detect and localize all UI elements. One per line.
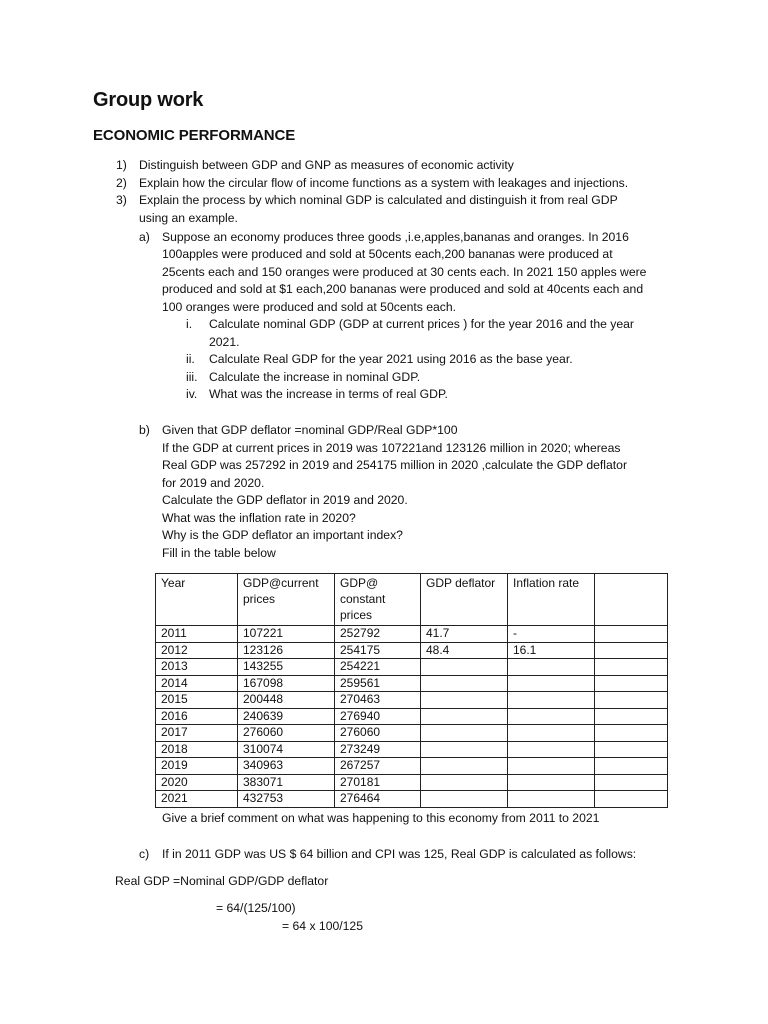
cell-gdp-current: 123126 <box>238 642 335 659</box>
cell-gdp-constant: 267257 <box>335 758 421 775</box>
table-row <box>156 642 668 659</box>
table-row <box>156 725 668 742</box>
table-row <box>156 692 668 709</box>
cell-empty <box>595 659 668 676</box>
cell-empty <box>595 708 668 725</box>
cell-gdp-current: 383071 <box>238 774 335 791</box>
cell-gdp-deflator <box>421 659 508 676</box>
cell-empty <box>595 675 668 692</box>
cell-inflation-rate: - <box>508 626 595 643</box>
part-a-sub-ii-text: Calculate Real GDP for the year 2021 using 2016 as the base year. <box>209 352 573 366</box>
part-b-line-8: Fill in the table below <box>162 546 276 560</box>
part-b-line-2: If the GDP at current prices in 2019 was 107221and 123126 million in 2020; whereas <box>162 441 621 455</box>
part-c-step-2: = 64 x 100/125 <box>282 919 363 933</box>
cell-inflation-rate <box>508 708 595 725</box>
cell-gdp-constant: 254175 <box>335 642 421 659</box>
cell-year: 2020 <box>156 774 238 791</box>
cell-gdp-constant: 273249 <box>335 741 421 758</box>
cell-gdp-constant: 276940 <box>335 708 421 725</box>
cell-year: 2017 <box>156 725 238 742</box>
cell-gdp-constant: 276060 <box>335 725 421 742</box>
table-row <box>156 791 668 808</box>
part-a-sub-i-number: i. <box>186 317 193 331</box>
cell-gdp-current: 432753 <box>238 791 335 808</box>
cell-gdp-current: 200448 <box>238 692 335 709</box>
cell-gdp-deflator <box>421 692 508 709</box>
cell-gdp-constant: 276464 <box>335 791 421 808</box>
part-a-line-4: produced and sold at $1 each,200 bananas were produced and sold at 40cents each and <box>162 282 644 296</box>
table-row <box>156 626 668 643</box>
question-1-text: Distinguish between GDP and GNP as measures of economic activity <box>139 158 514 172</box>
cell-inflation-rate <box>508 675 595 692</box>
cell-empty <box>595 758 668 775</box>
cell-gdp-deflator <box>421 708 508 725</box>
cell-empty <box>595 642 668 659</box>
cell-year: 2021 <box>156 791 238 808</box>
page-title: Group work <box>93 89 204 111</box>
cell-gdp-current: 107221 <box>238 626 335 643</box>
table-row <box>156 774 668 791</box>
cell-gdp-deflator <box>421 741 508 758</box>
cell-year: 2012 <box>156 642 238 659</box>
part-b-line-5: Calculate the GDP deflator in 2019 and 2020. <box>162 493 408 507</box>
table-row <box>156 758 668 775</box>
cell-inflation-rate <box>508 741 595 758</box>
cell-year: 2013 <box>156 659 238 676</box>
question-2-text: Explain how the circular flow of income functions as a system with leakages and injections. <box>139 176 629 190</box>
part-a-sub-ii-number: ii. <box>186 352 195 366</box>
table-header-row <box>156 574 668 626</box>
cell-gdp-constant: 259561 <box>335 675 421 692</box>
cell-gdp-deflator <box>421 758 508 775</box>
cell-inflation-rate: 16.1 <box>508 642 595 659</box>
question-3-text-line2: using an example. <box>139 211 238 225</box>
cell-year: 2015 <box>156 692 238 709</box>
question-1-number: 1) <box>116 158 127 172</box>
part-c-formula: Real GDP =Nominal GDP/GDP deflator <box>115 874 329 888</box>
cell-gdp-current: 167098 <box>238 675 335 692</box>
cell-empty <box>595 774 668 791</box>
question-3-number: 3) <box>116 193 127 207</box>
cell-gdp-constant: 270463 <box>335 692 421 709</box>
part-b-comment: Give a brief comment on what was happening to this economy from 2011 to 2021 <box>162 811 600 825</box>
cell-gdp-constant: 270181 <box>335 774 421 791</box>
part-c-text: If in 2011 GDP was US $ 64 billion and CPI was 125, Real GDP is calculated as follows: <box>162 847 637 861</box>
cell-empty <box>595 725 668 742</box>
cell-inflation-rate <box>508 791 595 808</box>
cell-gdp-constant: 254221 <box>335 659 421 676</box>
header-gdp-constant: GDP@ constant prices <box>335 574 421 626</box>
part-a-line-3: 25cents each and 150 oranges were produced at 30 cents each. In 2021 150 apples were <box>162 265 647 279</box>
cell-inflation-rate <box>508 725 595 742</box>
cell-gdp-deflator: 41.7 <box>421 626 508 643</box>
part-b-line-4: for 2019 and 2020. <box>162 476 265 490</box>
cell-inflation-rate <box>508 774 595 791</box>
cell-empty <box>595 692 668 709</box>
part-a-sub-i-line1: Calculate nominal GDP (GDP at current prices ) for the year 2016 and the year <box>209 317 634 331</box>
cell-inflation-rate <box>508 659 595 676</box>
part-a-sub-iv-text: What was the increase in terms of real GDP. <box>209 387 448 401</box>
part-a-line-2: 100apples were produced and sold at 50cents each,200 bananas were produced at <box>162 247 613 261</box>
cell-empty <box>595 626 668 643</box>
cell-gdp-deflator <box>421 725 508 742</box>
table-row <box>156 708 668 725</box>
header-empty <box>595 574 668 626</box>
part-a-sub-i-line2: 2021. <box>209 335 240 349</box>
cell-gdp-deflator <box>421 774 508 791</box>
cell-gdp-deflator <box>421 675 508 692</box>
part-b-line-1: Given that GDP deflator =nominal GDP/Real GDP*100 <box>162 423 458 437</box>
cell-gdp-deflator: 48.4 <box>421 642 508 659</box>
part-b-line-6: What was the inflation rate in 2020? <box>162 511 356 525</box>
part-a-sub-iii-number: iii. <box>186 370 198 384</box>
cell-year: 2018 <box>156 741 238 758</box>
header-inflation-rate: Inflation rate <box>508 574 595 626</box>
table-row <box>156 741 668 758</box>
header-gdp-deflator: GDP deflator <box>421 574 508 626</box>
cell-gdp-deflator <box>421 791 508 808</box>
cell-year: 2014 <box>156 675 238 692</box>
table-row <box>156 659 668 676</box>
part-b-line-3: Real GDP was 257292 in 2019 and 254175 million in 2020 ,calculate the GDP deflator <box>162 458 628 472</box>
cell-year: 2016 <box>156 708 238 725</box>
question-3-text-line1: Explain the process by which nominal GDP is calculated and distinguish it from real GDP <box>139 193 618 207</box>
cell-inflation-rate <box>508 692 595 709</box>
header-gdp-current: GDP@current prices <box>238 574 335 626</box>
part-a-sub-iii-text: Calculate the increase in nominal GDP. <box>209 370 421 384</box>
part-a-sub-iv-number: iv. <box>186 387 198 401</box>
cell-gdp-current: 310074 <box>238 741 335 758</box>
question-2-number: 2) <box>116 176 127 190</box>
part-c-step-1: = 64/(125/100) <box>216 901 296 915</box>
table-row <box>156 675 668 692</box>
cell-year: 2011 <box>156 626 238 643</box>
cell-empty <box>595 741 668 758</box>
cell-gdp-constant: 252792 <box>335 626 421 643</box>
cell-gdp-current: 143255 <box>238 659 335 676</box>
cell-gdp-current: 276060 <box>238 725 335 742</box>
cell-inflation-rate <box>508 758 595 775</box>
header-year: Year <box>156 574 238 626</box>
part-a-line-5: 100 oranges were produced and sold at 50cents each. <box>162 300 457 314</box>
part-a-label: a) <box>139 230 150 244</box>
gdp-table <box>155 573 668 808</box>
part-b-label: b) <box>139 423 150 437</box>
section-heading: ECONOMIC PERFORMANCE <box>93 127 296 144</box>
part-c-label: c) <box>139 847 150 861</box>
part-a-line-1: Suppose an economy produces three goods ,i.e,apples,bananas and oranges. In 2016 <box>162 230 629 244</box>
part-b-line-7: Why is the GDP deflator an important index? <box>162 528 403 542</box>
cell-year: 2019 <box>156 758 238 775</box>
cell-gdp-current: 240639 <box>238 708 335 725</box>
cell-gdp-current: 340963 <box>238 758 335 775</box>
cell-empty <box>595 791 668 808</box>
